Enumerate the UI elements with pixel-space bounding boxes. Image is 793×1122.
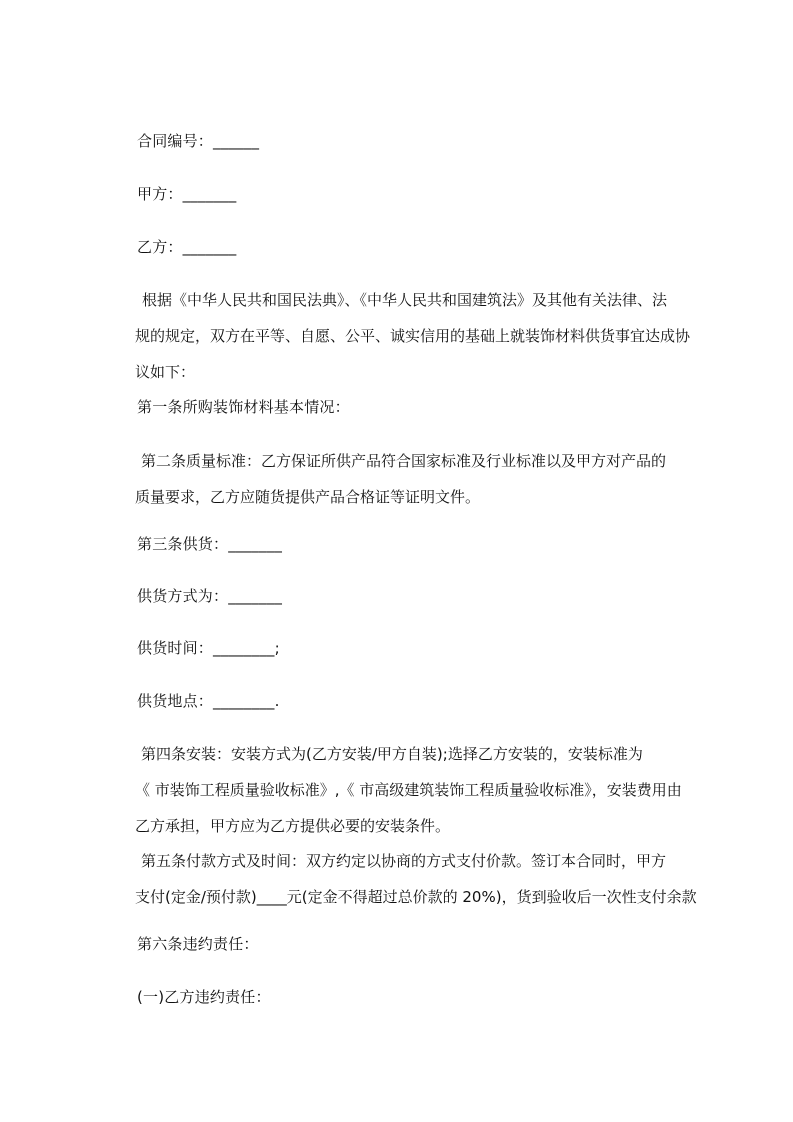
preamble-line-3: 议如下： xyxy=(135,363,196,381)
article-5-line-2: 支付(定金/预付款)____元(定金不得超过总价款的 20%)，货到验收后一次性支付余款 xyxy=(135,888,697,906)
article-5-line-1: 第五条付款方式及时间：双方约定以协商的方式支付价款。签订本合同时，甲方 xyxy=(141,852,667,870)
article-4-line-3: 乙方承担，甲方应为乙方提供必要的安装条件。 xyxy=(135,817,451,835)
preamble-line-1: 根据《中华人民共和国民法典》、《中华人民共和国建筑法》及其他有关法律、法 xyxy=(142,291,668,309)
article-4-line-2: 《 市装饰工程质量验收标准》,《 市高级建筑装饰工程质量验收标准》，安装费用由 xyxy=(135,781,682,799)
article-1-heading: 第一条所购装饰材料基本情况： xyxy=(137,398,350,416)
party-a-line: 甲方：_______ xyxy=(137,185,237,203)
article-2-line-1: 第二条质量标准：乙方保证所供产品符合国家标准及行业标准以及甲方对产品的 xyxy=(141,452,667,470)
article-6-sub-1-heading: (一)乙方违约责任： xyxy=(137,988,271,1006)
supply-time-line: 供货时间：________; xyxy=(137,639,280,657)
article-2-line-2: 质量要求，乙方应随货提供产品合格证等证明文件。 xyxy=(135,488,481,506)
contract-number-line: 合同编号：______ xyxy=(137,132,260,150)
article-6-heading: 第六条违约责任： xyxy=(137,935,259,953)
article-3-heading: 第三条供货：_______ xyxy=(137,535,283,553)
preamble-line-2: 规的规定，双方在平等、自愿、公平、诚实信用的基础上就装饰材料供货事宜达成协 xyxy=(135,327,691,345)
article-5-paragraph xyxy=(137,851,697,907)
supply-place-line: 供货地点：________. xyxy=(137,692,280,710)
party-b-line: 乙方：_______ xyxy=(137,238,237,256)
article-2-paragraph xyxy=(137,451,666,507)
article-4-line-1: 第四条安装：安装方式为(乙方安装/甲方自装);选择乙方安装的，安装标准为 xyxy=(141,745,643,763)
supply-method-line: 供货方式为：_______ xyxy=(137,587,283,605)
article-4-paragraph xyxy=(137,744,682,836)
preamble-paragraph xyxy=(137,290,690,382)
